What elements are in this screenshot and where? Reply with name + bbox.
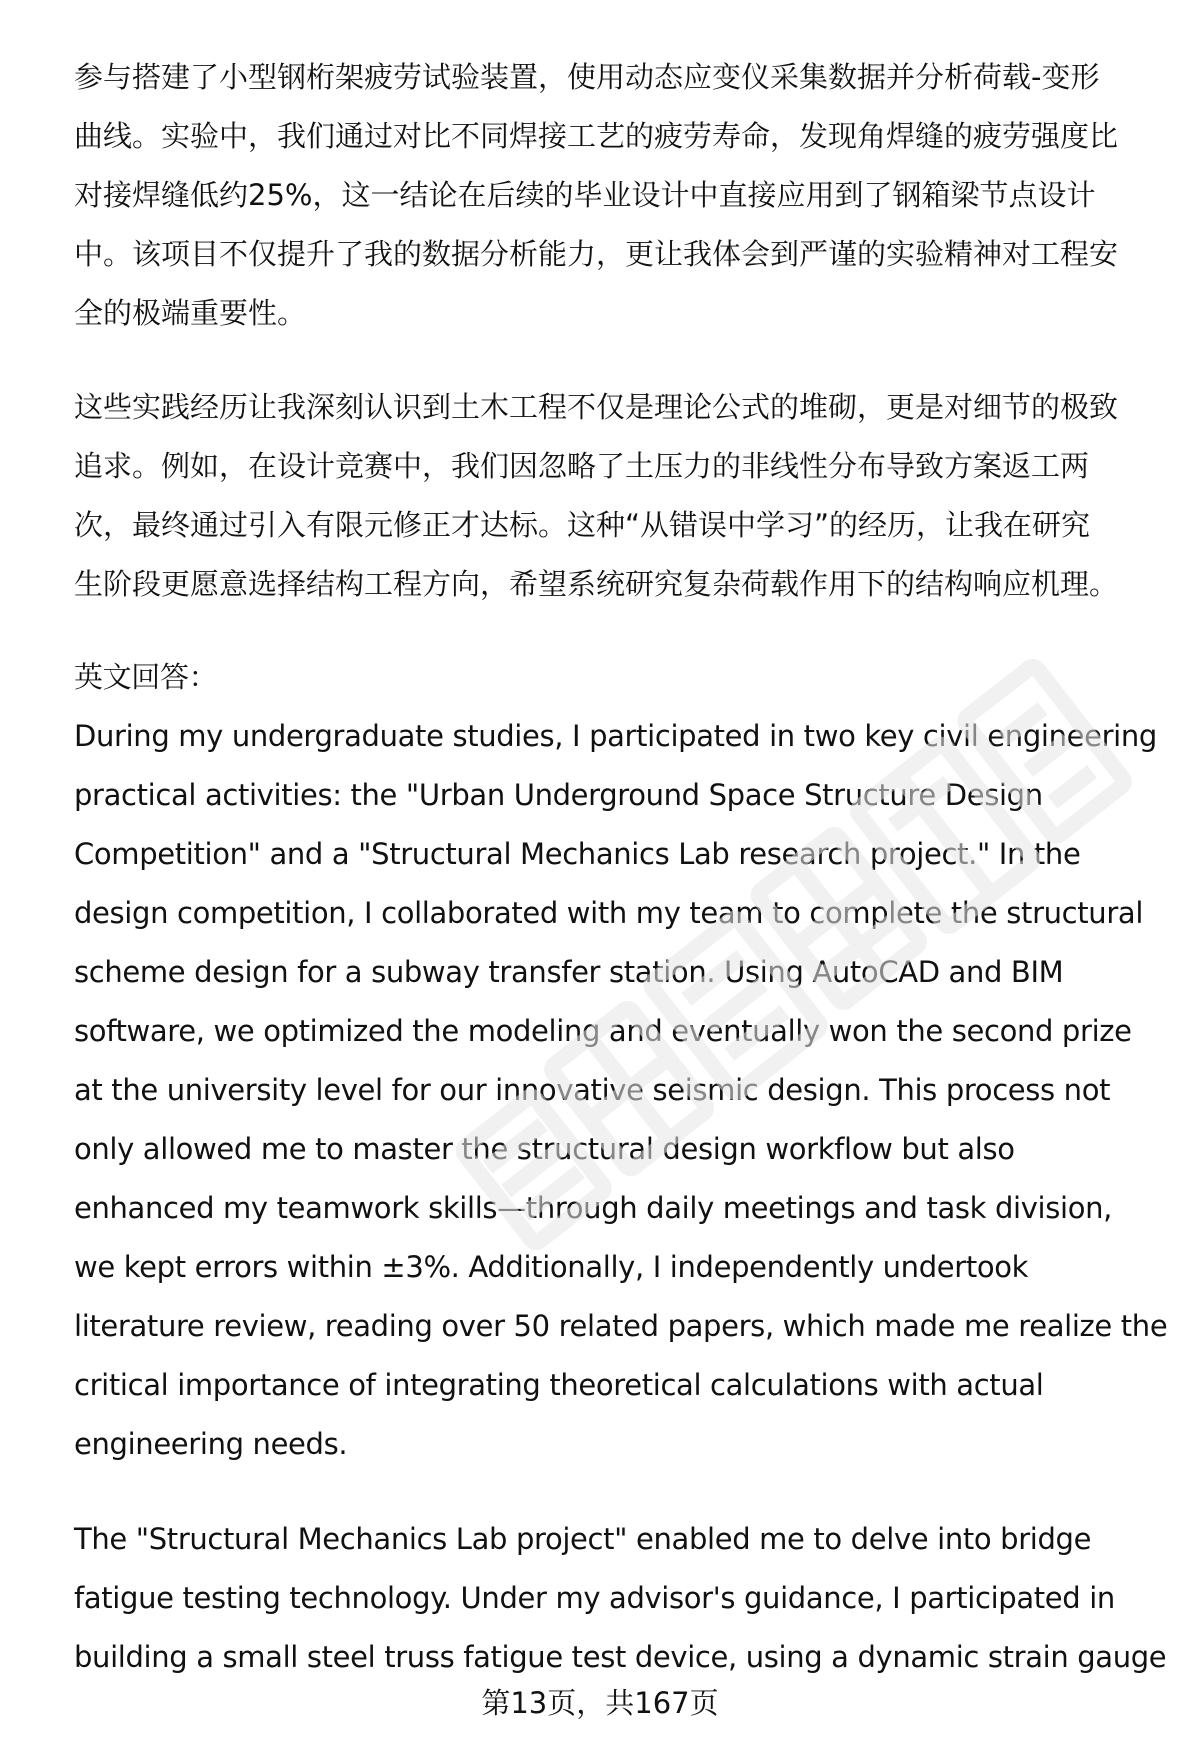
en-p1-line-7: at the university level for our innovative seismic design. This process not <box>74 1073 1111 1107</box>
en-p1-line-12: critical importance of integrating theoretical calculations with actual <box>74 1368 1044 1402</box>
en-heading: 英文回答： <box>74 660 218 694</box>
en-p1-line-8: only allowed me to master the structural design workflow but also <box>74 1132 1015 1166</box>
en-p1-line-9: enhanced my teamwork skills—through daily meetings and task division, <box>74 1191 1113 1225</box>
cn-paragraph-1 <box>74 48 1154 343</box>
cn-p1-line-3: 对接焊缝低约25%，这一结论在后续的毕业设计中直接应用到了钢箱梁节点设计 <box>74 178 1096 212</box>
en-p1-line-2: practical activities: the "Urban Underground Space Structure Design <box>74 778 1043 812</box>
en-p1-line-4: design competition, I collaborated with my team to complete the structural <box>74 896 1144 930</box>
cn-p1-line-2: 曲线。实验中，我们通过对比不同焊接工艺的疲劳寿命，发现角焊缝的疲劳强度比 <box>74 119 1119 153</box>
cn-p2-line-3: 次，最终通过引入有限元修正才达标。这种“从错误中学习”的经历，让我在研究 <box>74 508 1091 542</box>
en-p1-line-11: literature review, reading over 50 related papers, which made me realize the <box>74 1309 1168 1343</box>
en-p2-line-3: building a small steel truss fatigue test device, using a dynamic strain gauge <box>74 1640 1167 1674</box>
cn-p2-line-2: 追求。例如，在设计竞赛中，我们因忽略了土压力的非线性分布导致方案返工两 <box>74 449 1090 483</box>
cn-p1-line-5: 全的极端重要性。 <box>74 296 307 330</box>
cn-p2-line-1: 这些实践经历让我深刻认识到土木工程不仅是理论公式的堆砌，更是对细节的极致 <box>74 390 1119 424</box>
cn-paragraph-2 <box>74 378 1154 614</box>
en-p1-line-6: software, we optimized the modeling and eventually won the second prize <box>74 1014 1132 1048</box>
en-paragraph-2 <box>74 1510 1167 1687</box>
cn-p1-line-4: 中。该项目不仅提升了我的数据分析能力，更让我体会到严谨的实验精神对工程安 <box>74 237 1119 271</box>
en-p2-line-2: fatigue testing technology. Under my advisor's guidance, I participated in <box>74 1581 1115 1615</box>
page-number-footer: 第13页，共167页 <box>481 1686 719 1720</box>
en-p1-line-10: we kept errors within ±3%. Additionally, I independently undertook <box>74 1250 1029 1284</box>
en-paragraph-1 <box>74 648 1168 1474</box>
en-p1-line-5: scheme design for a subway transfer station. Using AutoCAD and BIM <box>74 955 1064 989</box>
en-p1-line-3: Competition" and a "Structural Mechanics Lab research project." In the <box>74 837 1081 871</box>
cn-p2-line-4: 生阶段更愿意选择结构工程方向，希望系统研究复杂荷载作用下的结构响应机理。 <box>74 567 1119 601</box>
cn-p1-line-1: 参与搭建了小型钢桁架疲劳试验装置，使用动态应变仪采集数据并分析荷载-变形 <box>74 60 1100 94</box>
en-p2-line-1: The "Structural Mechanics Lab project" enabled me to delve into bridge <box>74 1522 1092 1556</box>
en-p1-line-13: engineering needs. <box>74 1427 348 1461</box>
en-p1-line-1: During my undergraduate studies, I participated in two key civil engineering <box>74 719 1157 753</box>
